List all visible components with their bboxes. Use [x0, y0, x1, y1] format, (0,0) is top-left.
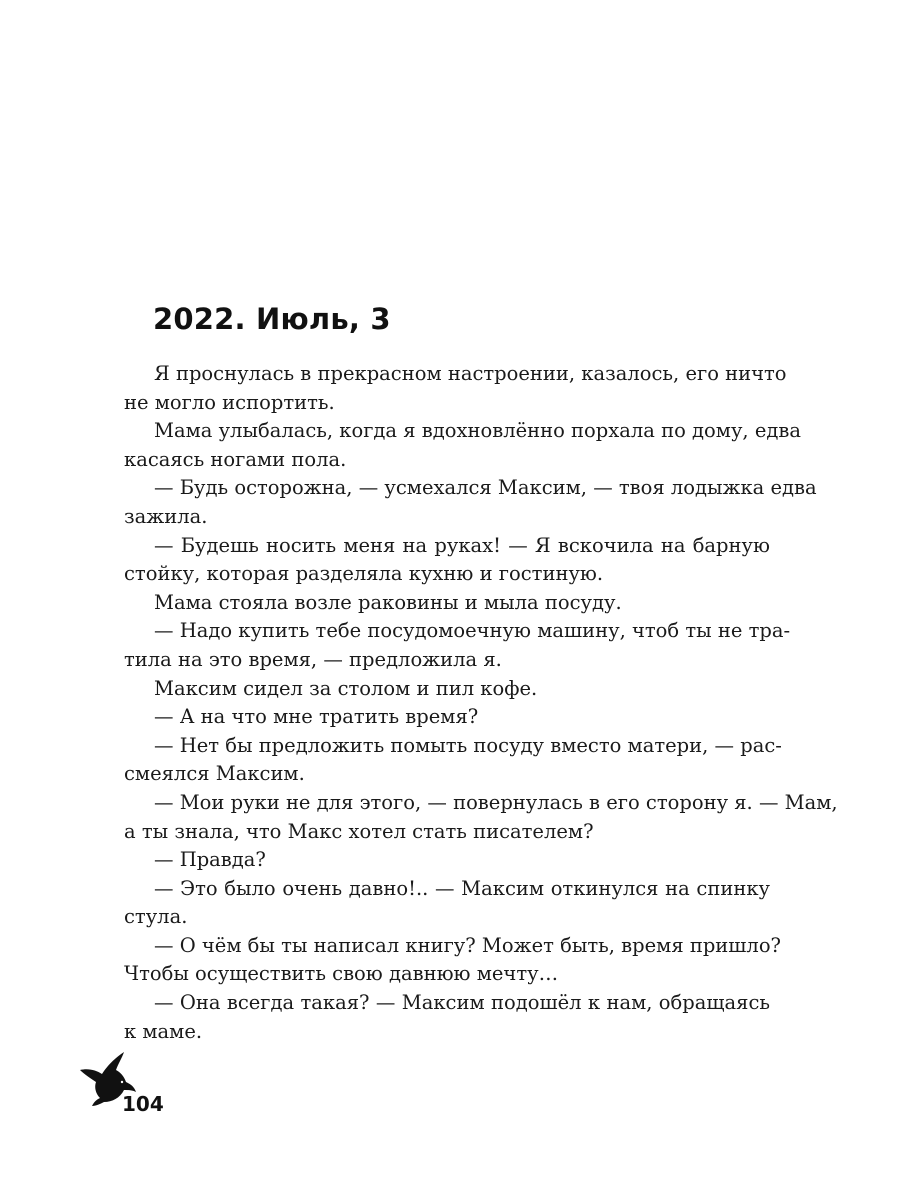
text-line: — Надо купить тебе посудомоечную машину, чтоб ты не тра- [154, 619, 791, 643]
text-line: — Мои руки не для этого, — повернулась в его сторону я. — Мам, [154, 790, 838, 814]
chapter-heading: 2022. Июль, 3 [153, 302, 391, 336]
text-line: Я проснулась в прекрасном настроении, казалось, его ничто [154, 362, 787, 385]
text-line: — О чём бы ты написал книгу? Может быть, время пришло? [154, 933, 782, 957]
text-line: к маме. [124, 1019, 203, 1043]
text-line: Мама улыбалась, когда я вдохновлённо порхала по дому, едва [154, 419, 801, 443]
text-line: Чтобы осуществить свою давнюю мечту… [124, 962, 559, 986]
text-line: — Это было очень давно!.. — Максим откинулся на спинку [154, 876, 770, 900]
text-line: — А на что мне тратить время? [154, 705, 479, 729]
text-line: смеялся Максим. [124, 762, 305, 786]
text-line: тила на это время, — предложила я. [124, 647, 502, 671]
text-line: зажила. [124, 504, 208, 528]
text-line: — Будешь носить меня на руках! — Я вскочила на барную [154, 533, 770, 557]
text-line: Мама стояла возле раковины и мыла посуду. [154, 590, 622, 614]
text-line: не могло испортить. [124, 390, 335, 414]
page-footer [78, 1048, 198, 1128]
text-line: касаясь ногами пола. [124, 447, 347, 471]
text-line: стула. [124, 905, 188, 929]
text-line: — Правда? [154, 848, 266, 872]
body-text [124, 360, 838, 1046]
page-number: 104 [122, 1092, 164, 1116]
text-line: стойку, которая разделяла кухню и гостиную. [124, 562, 604, 586]
text-line: а ты знала, что Макс хотел стать писателем? [124, 819, 594, 843]
text-line: — Будь осторожна, — усмехался Максим, — твоя лодыжка едва [154, 476, 817, 500]
text-line: — Она всегда такая? — Максим подошёл к нам, обращаясь [154, 991, 770, 1015]
text-line: — Нет бы предложить помыть посуду вместо матери, — рас- [154, 733, 782, 757]
text-line: Максим сидел за столом и пил кофе. [154, 676, 538, 700]
